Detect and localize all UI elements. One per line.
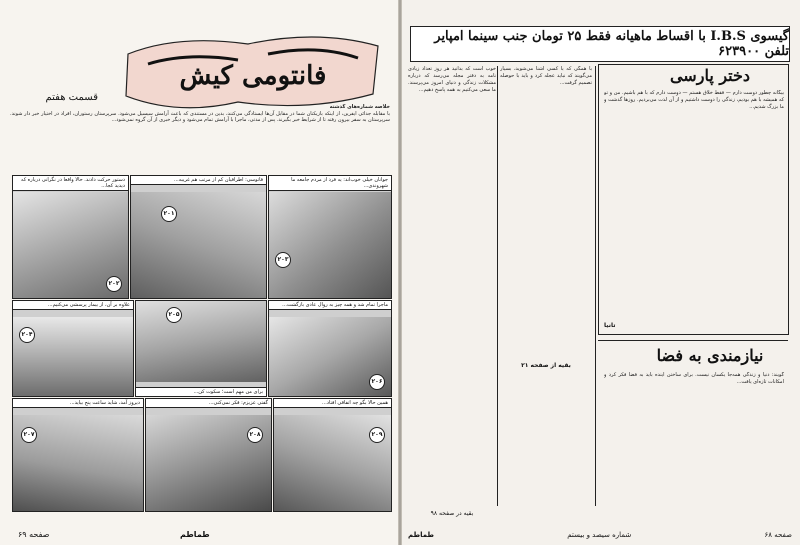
box-border (788, 64, 789, 334)
frame-caption: علاوه بر آن، از بیمار پرسشی می‌کنیم... (13, 301, 133, 310)
frame-number: ۲۰۴ (19, 327, 35, 343)
article-title-space: نیازمندی به فضا (656, 346, 764, 365)
comic-frame (12, 175, 129, 299)
summary-text: با مقابله جدائی ایفرین، از اینکه بازیکنان شما در مقابل آن‌ها ایستادگی می‌کنند، بدین در مستندی که باعث آرامش سیسیل می‌شود. سرپرستان رستوران، افراد در اختیار خبر دار شوند. سرپرستان به سفر بیرون رفته تا از شرایط خبر بگیرند. پس از مدتی، ماجرا با آرامش تمام می‌شود و دیگر خبری از آن گروه نمی‌شود... (10, 110, 390, 123)
issue-label: شماره سیصد و بیستم (567, 531, 632, 539)
frame-caption: دستور حرکت دادند. حالا واقعا در نگرانی درباره که دیدید کجا... (13, 176, 128, 191)
magazine-logo: ﻃﻤﺎﻃﻢ (180, 530, 210, 539)
comic-frame (12, 398, 144, 512)
continue-note: بقیه در صفحه ۹۸ (430, 510, 474, 517)
comic-frame (12, 300, 134, 397)
frame-caption: همین حالا بگو چه اتفاقی افتاد... (274, 399, 391, 408)
frame-number: ۲۰۳ (275, 252, 291, 268)
frame-number: ۲۰۱ (161, 206, 177, 222)
summary-heading: خلاصه شماره‌های گذشته (329, 104, 390, 110)
box-border (598, 340, 788, 341)
column-divider (497, 66, 498, 506)
magazine-logo: ﻃﻤﺎﻃﻢ (408, 531, 434, 539)
frame-number: ۲۰۲ (106, 276, 122, 292)
frame-caption: فاتوسی: اطرافیان کم از مرتب هم غریبه... (131, 176, 266, 185)
comic-frame (135, 300, 267, 397)
frame-caption: گفتی عزیزم: فکر نمی‌کنی... (146, 399, 271, 408)
ad-banner-text: گیسوی I.B.S با اقساط ماهیانه فقط ۲۵ تومان جنب سینما امپایر تلفن ۶۲۳۹۰۰ (434, 29, 789, 59)
frame-caption: برای من مهم است؛ سکوت کن... (136, 387, 266, 396)
page-number: صفحه ۶۹ (18, 530, 50, 539)
box-border (598, 64, 599, 334)
frame-number: ۲۰۹ (369, 427, 385, 443)
article-column: خوب است که بدانید هر روز تعداد زیادی نامه به دفتر مجله می‌رسد که درباره مشکلات زندگی و دنیای امروز می‌پرسند. ما سعی می‌کنیم به همه پاسخ دهیم... (408, 66, 496, 93)
article-column: با همگی که با کسی آشنا می‌شوید، بسیار می‌گویند که نباید عجله کرد و باید با حوصله تصمیم گرفت... (500, 66, 592, 86)
page-number: صفحه ۶۸ (764, 531, 792, 539)
frame-number: ۲۰۸ (247, 427, 263, 443)
frame-caption: دیروز آمد، شاید ساعت پنج بیاید... (13, 399, 143, 408)
footer (408, 531, 792, 541)
continue-note: بقیه از صفحه ۲۱ (521, 362, 571, 369)
frame-caption: ماجرا تمام شد و همه چیز به روال عادی بازگشت... (269, 301, 391, 310)
comic-frame (268, 175, 392, 299)
comic-frame (273, 398, 392, 512)
story-title: فانتومی کیش (179, 61, 327, 91)
comic-frame (268, 300, 392, 397)
frame-number: ۲۰۷ (21, 427, 37, 443)
article-signature: تانیا (604, 322, 616, 329)
comic-frame (130, 175, 267, 299)
frame-number: ۲۰۶ (369, 374, 385, 390)
article-text: گویند: دنیا و زندگی همه‌جا یکسان نیست. برای ساختن آینده باید به فضا فکر کرد و امکانات تازه‌ای یافت... (604, 372, 784, 385)
box-border (598, 64, 788, 65)
section-label: قسمت هفتم (45, 92, 98, 103)
article-text: بیگانه چطور دوست دارم — فقط خلاق هستم — دوست دارم که با هم باشیم. من و تو که همیشه با هم بودیم، زندگی را دوست داشتیم و از آن لذت می‌بردیم. روزها گذشت و ما بزرگ شدیم... (604, 90, 784, 110)
ad-banner (410, 26, 790, 62)
column-divider (595, 66, 596, 506)
summary-box (10, 104, 390, 164)
box-border (598, 334, 789, 335)
frame-number: ۲۰۵ (166, 307, 182, 323)
comic-frame (145, 398, 272, 512)
frame-caption: جوانان خیلی خوب‌اند: یه فرد از مردم جامعه ما شهروندی... (269, 176, 391, 191)
article-title-daughter: دختر پارسی (669, 66, 751, 85)
